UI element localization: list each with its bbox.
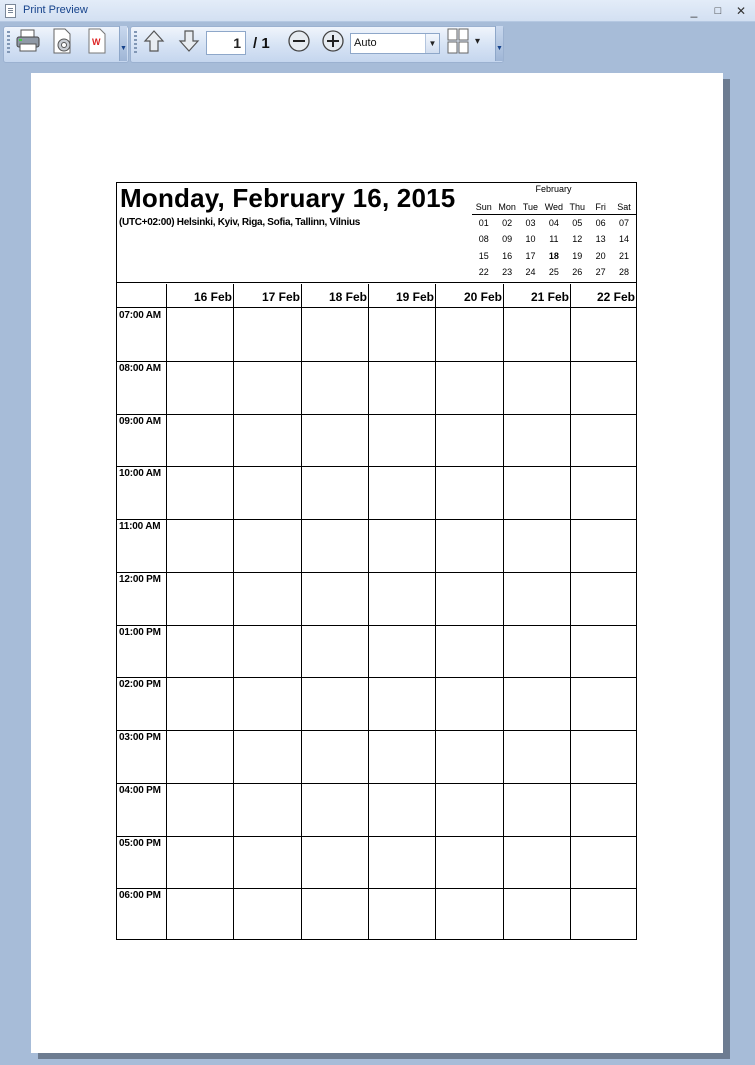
mini-calendar-day[interactable]: 20 — [595, 250, 606, 261]
mini-calendar-day[interactable]: 17 — [525, 250, 536, 261]
day-column-header: 19 Feb — [395, 290, 434, 304]
page-setup-icon — [50, 28, 74, 54]
multi-page-layout-button[interactable] — [444, 27, 472, 55]
document-icon — [5, 4, 16, 18]
mini-calendar-day[interactable]: 12 — [572, 234, 583, 245]
mini-calendar-weekday: Mon — [498, 202, 516, 212]
title-bar — [0, 0, 755, 22]
column-divider — [368, 284, 369, 939]
mini-calendar-day[interactable]: 02 — [502, 218, 513, 228]
page-setup-button[interactable] — [48, 27, 76, 55]
current-page-input[interactable]: 1 — [206, 31, 246, 55]
column-divider — [166, 284, 167, 939]
close-button[interactable]: ✕ — [735, 4, 747, 18]
mini-calendar-day[interactable]: 01 — [478, 218, 489, 228]
time-slot-label: 08:00 AM — [119, 363, 161, 374]
zoom-select[interactable] — [350, 33, 440, 54]
mini-calendar-day[interactable]: 04 — [548, 218, 559, 228]
toolbar — [0, 22, 755, 66]
time-slot-label: 12:00 PM — [119, 574, 161, 585]
chevron-down-icon[interactable]: ▼ — [425, 34, 439, 53]
zoom-value: Auto — [354, 37, 377, 49]
calendar-sheet — [116, 182, 637, 940]
mini-calendar-days — [472, 215, 636, 281]
mini-calendar — [471, 183, 636, 281]
mini-calendar-day[interactable]: 18 — [548, 250, 559, 261]
row-divider — [117, 730, 636, 731]
day-column-header: 22 Feb — [596, 290, 635, 304]
mini-calendar-day[interactable]: 23 — [502, 267, 513, 278]
day-column-header: 18 Feb — [328, 290, 367, 304]
column-divider — [301, 284, 302, 939]
toolbar-overflow-button[interactable]: ▼ — [119, 26, 127, 61]
zoom-in-button[interactable] — [319, 27, 347, 55]
mini-calendar-day[interactable]: 05 — [572, 218, 583, 228]
svg-text:W: W — [92, 37, 101, 47]
column-divider — [435, 284, 436, 939]
toolbar-overflow-button[interactable]: ▼ — [495, 26, 503, 61]
mini-calendar-day[interactable]: 27 — [595, 267, 606, 278]
mini-calendar-month: February — [535, 184, 572, 194]
mini-calendar-day[interactable]: 13 — [595, 234, 606, 245]
mini-calendar-day[interactable]: 07 — [619, 218, 630, 228]
next-page-icon — [178, 29, 200, 53]
row-divider — [117, 361, 636, 362]
row-divider — [117, 414, 636, 415]
timezone-label: (UTC+02:00) Helsinki, Kyiv, Riga, Sofia, Tallinn, Vilnius — [119, 217, 361, 228]
minimize-button[interactable]: _ — [690, 4, 698, 18]
column-divider — [503, 284, 504, 939]
row-divider — [117, 572, 636, 573]
page-total-label: / 1 — [253, 35, 270, 52]
toolbar-grip[interactable] — [134, 31, 137, 53]
mini-calendar-day[interactable]: 16 — [502, 250, 513, 261]
mini-calendar-weekday: Thu — [569, 202, 586, 212]
row-divider — [117, 466, 636, 467]
mini-calendar-day[interactable]: 19 — [572, 250, 583, 261]
multi-page-layout-icon — [446, 28, 470, 54]
mini-calendar-weekday: Fri — [595, 202, 606, 212]
mini-calendar-day[interactable]: 25 — [548, 267, 559, 278]
mini-calendar-weekday: Tue — [522, 202, 539, 212]
previous-page-button[interactable] — [140, 27, 168, 55]
time-slot-label: 04:00 PM — [119, 785, 161, 796]
mini-calendar-day[interactable]: 09 — [502, 234, 513, 245]
time-slot-label: 03:00 PM — [119, 732, 161, 743]
time-slot-label: 01:00 PM — [119, 627, 161, 638]
layout-dropdown-arrow[interactable]: ▾ — [475, 36, 481, 47]
page-title: Monday, February 16, 2015 — [120, 183, 456, 213]
export-button[interactable] — [83, 27, 111, 55]
preview-page — [31, 73, 723, 1053]
day-column-header: 20 Feb — [463, 290, 502, 304]
day-column-headers — [117, 284, 636, 308]
row-divider — [117, 625, 636, 626]
next-page-button[interactable] — [175, 27, 203, 55]
row-divider — [117, 888, 636, 889]
mini-calendar-day[interactable]: 15 — [478, 250, 489, 261]
time-slot-label: 10:00 AM — [119, 468, 161, 479]
mini-calendar-day[interactable]: 14 — [619, 234, 630, 245]
column-divider — [233, 284, 234, 939]
time-slot-label: 06:00 PM — [119, 890, 161, 901]
mini-calendar-weekday: Wed — [544, 202, 564, 212]
mini-calendar-day[interactable]: 24 — [525, 267, 536, 278]
mini-calendar-day[interactable]: 11 — [549, 234, 559, 245]
mini-calendar-day[interactable]: 22 — [478, 267, 489, 278]
toolbar-grip[interactable] — [7, 31, 10, 53]
mini-calendar-day[interactable]: 26 — [572, 267, 583, 278]
window-title: Print Preview — [23, 4, 88, 16]
calendar-header — [117, 183, 636, 283]
mini-calendar-weekday: Sun — [475, 202, 492, 212]
day-column-header: 17 Feb — [261, 290, 300, 304]
maximize-button[interactable]: □ — [714, 5, 722, 17]
row-divider — [117, 677, 636, 678]
zoom-out-button[interactable] — [285, 27, 313, 55]
mini-calendar-day[interactable]: 10 — [525, 234, 536, 245]
export-document-icon — [86, 28, 108, 54]
mini-calendar-weekdays — [472, 196, 636, 212]
day-column-header: 16 Feb — [193, 290, 232, 304]
zoom-out-icon — [287, 29, 311, 53]
row-divider — [117, 783, 636, 784]
column-divider — [570, 284, 571, 939]
previous-page-icon — [143, 29, 165, 53]
mini-calendar-day[interactable]: 21 — [619, 250, 630, 261]
mini-calendar-weekday: Sat — [617, 202, 631, 212]
time-slot-label: 05:00 PM — [119, 838, 161, 849]
row-divider — [117, 519, 636, 520]
print-icon — [15, 29, 41, 53]
row-divider — [117, 836, 636, 837]
mini-calendar-day[interactable]: 08 — [478, 234, 489, 245]
mini-calendar-day[interactable]: 28 — [619, 267, 630, 278]
time-slot-label: 07:00 AM — [119, 310, 161, 321]
day-column-header: 21 Feb — [530, 290, 569, 304]
time-slot-label: 11:00 AM — [119, 521, 161, 532]
print-button[interactable] — [14, 27, 42, 55]
time-slot-label: 02:00 PM — [119, 679, 161, 690]
mini-calendar-day[interactable]: 03 — [525, 218, 536, 228]
time-slot-label: 09:00 AM — [119, 416, 161, 427]
mini-calendar-day[interactable]: 06 — [595, 218, 606, 228]
zoom-in-icon — [321, 29, 345, 53]
